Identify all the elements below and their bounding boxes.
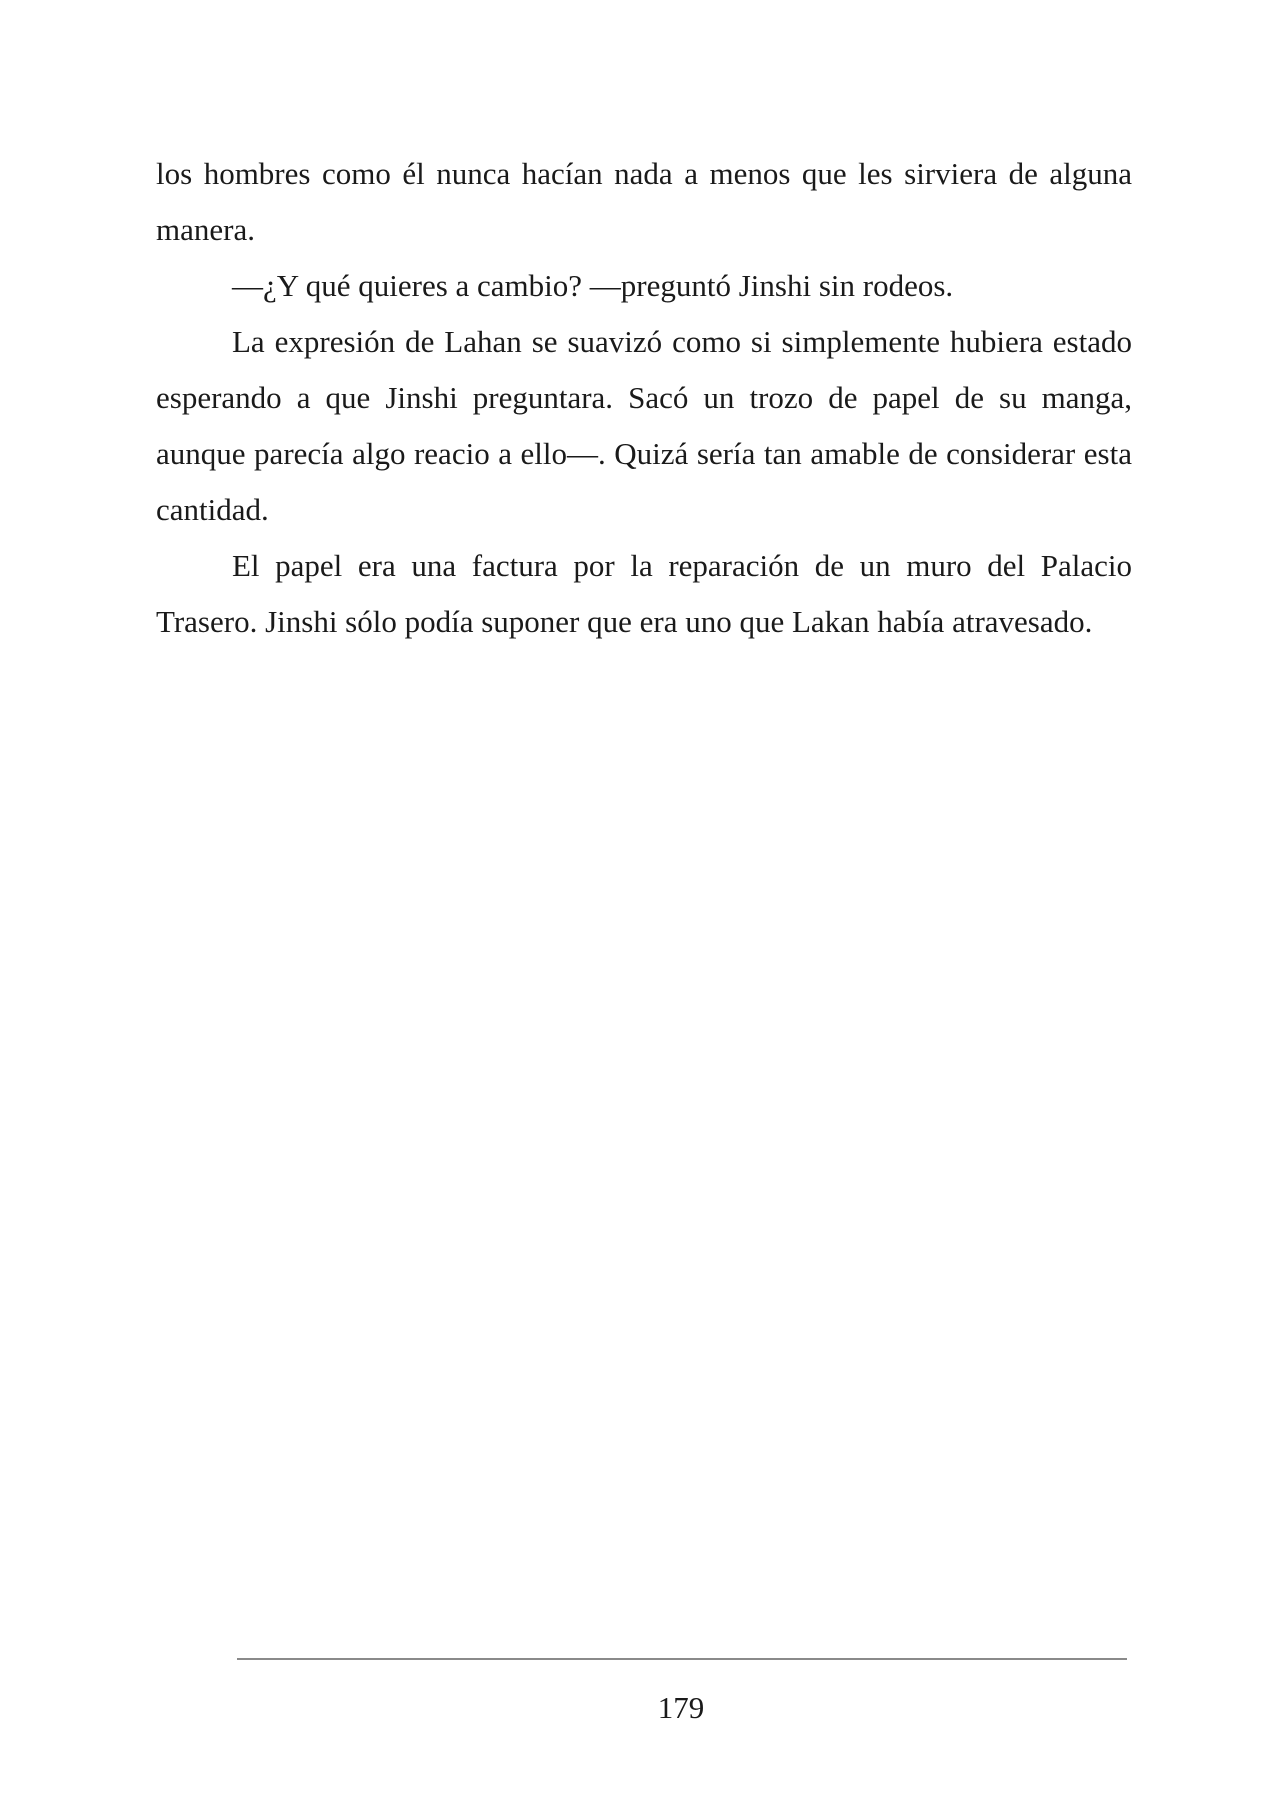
paragraph-lahan-expression: La expresión de Lahan se suavizó como si simplemente hubiera estado esperando a que Jinshi preguntara. Sacó un trozo de papel de su manga, aunque parecía algo reacio a ello—. Quizá sería tan amable de considerar esta cantidad. (156, 324, 1132, 527)
paragraph-continuation: los hombres como él nunca hacían nada a menos que les sirviera de alguna manera. (156, 156, 1132, 247)
paragraph-paper-invoice: El papel era una factura por la reparación de un muro del Palacio Trasero. Jinshi sólo podía suponer que era uno que Lakan había atravesado. (156, 548, 1132, 639)
page-number: 179 (657, 1690, 705, 1725)
body-text (156, 146, 1132, 650)
paragraph-dialogue-question: —¿Y qué quieres a cambio? —preguntó Jinshi sin rodeos. (232, 268, 954, 303)
footer-divider (237, 1658, 1127, 1660)
